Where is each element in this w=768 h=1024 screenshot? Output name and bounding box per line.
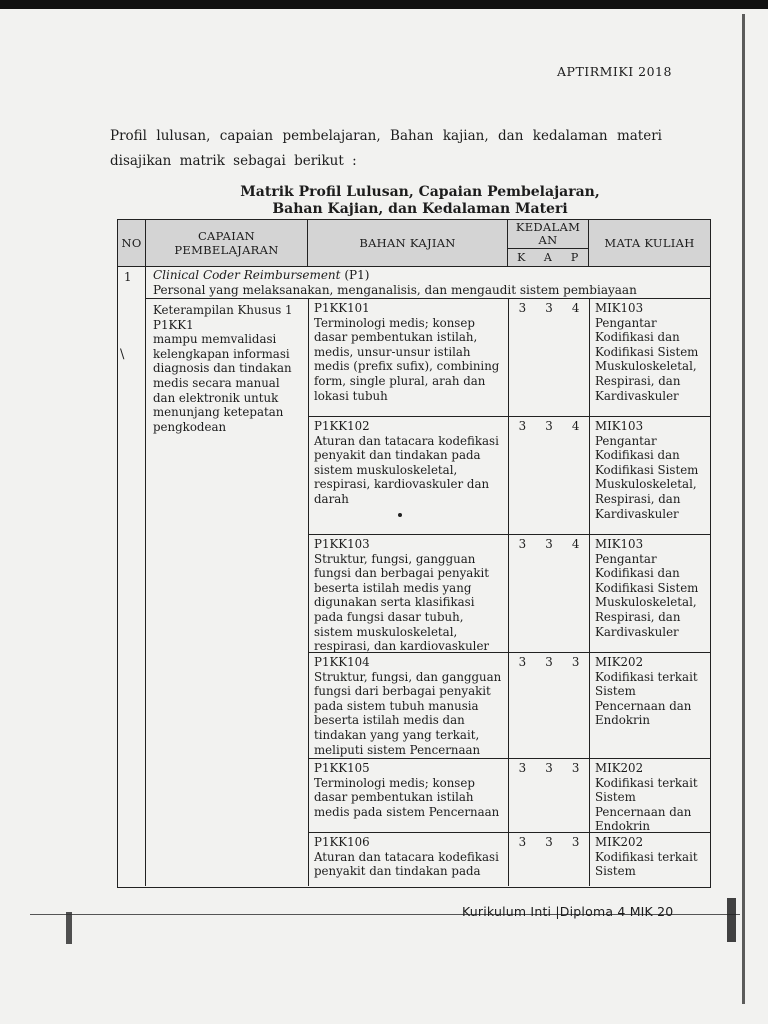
table-header xyxy=(117,219,711,267)
stray-mark xyxy=(398,513,402,517)
mata-kuliah-cell: MIK202 Kodifikasi terkait Sistem Pencernaan dan Endokrin xyxy=(595,761,698,834)
pen-mark: \ xyxy=(120,347,125,362)
profile-code: (P1) xyxy=(344,268,370,282)
bahan-code: P1KK103 xyxy=(314,537,370,551)
matrix-title xyxy=(160,184,680,218)
value-a: 3 xyxy=(545,835,553,849)
bahan-code: P1KK101 xyxy=(314,301,370,315)
scan-top-edge xyxy=(0,0,768,9)
value-a: 3 xyxy=(545,761,553,775)
profile-heading xyxy=(153,268,369,283)
bahan-code: P1KK102 xyxy=(314,419,370,433)
mata-kuliah-cell: MIK202 Kodifikasi terkait Sistem xyxy=(595,835,698,879)
bahan-cell xyxy=(309,417,509,534)
bahan-cell xyxy=(309,299,509,416)
value-a: 3 xyxy=(545,655,553,669)
value-p: 4 xyxy=(571,419,580,433)
value-p: 3 xyxy=(571,655,580,669)
kedalaman-cell xyxy=(509,417,590,534)
table-row xyxy=(308,534,710,652)
value-a: 3 xyxy=(545,537,553,551)
intro-paragraph: Profil lulusan, capaian pembelajaran, Bahan kajian, dan kedalaman materi disajikan matrik sebagai berikut : xyxy=(110,128,662,169)
bahan-text: Aturan dan tatacara kodefikasi penyakit dan tindakan pada sistem muskuloskeletal, respirasi, kardiovaskuler dan darah xyxy=(314,433,499,506)
value-k: 3 xyxy=(518,537,527,551)
header-kedalaman-line-1: KEDALAM xyxy=(515,220,581,234)
value-a: 3 xyxy=(545,301,553,315)
row-number: 1 xyxy=(124,270,132,284)
value-p: 4 xyxy=(571,301,580,315)
mata-kuliah-cell: MIK103 Pengantar Kodifikasi dan Kodifikasi Sistem Muskuloskeletal, Respirasi, dan Kardivaskuler xyxy=(595,301,699,403)
mata-kuliah-cell: MIK103 Pengantar Kodifikasi dan Kodifikasi Sistem Muskuloskeletal, Respirasi, dan Kardivaskuler xyxy=(595,419,699,521)
header-a: A xyxy=(543,251,553,264)
page-footer: Kurikulum Inti |Diploma 4 MIK 20 xyxy=(462,904,674,919)
table-row xyxy=(308,832,710,886)
mata-kuliah-cell: MIK103 Pengantar Kodifikasi dan Kodifikasi Sistem Muskuloskeletal, Respirasi, dan Kardivaskuler xyxy=(595,537,699,639)
header-capaian xyxy=(146,220,308,266)
profile-description: Personal yang melaksanakan, menganalisis, dan mengaudit sistem pembiayaan xyxy=(153,283,637,297)
matrix-title-line-2: Bahan Kajian, dan Kedalaman Materi xyxy=(272,201,568,217)
capaian-cell xyxy=(153,303,303,434)
scan-right-edge xyxy=(742,14,745,1004)
table-section xyxy=(117,266,711,888)
header-p: P xyxy=(570,251,579,264)
kedalaman-cell xyxy=(509,535,590,652)
value-k: 3 xyxy=(518,655,527,669)
header-kedalaman-label xyxy=(508,220,588,249)
matrix-title-line-1: Matrik Profil Lulusan, Capaian Pembelajaran, xyxy=(240,184,600,200)
bahan-code: P1KK105 xyxy=(314,761,370,775)
capaian-code: P1KK1 xyxy=(153,317,194,332)
header-mata-kuliah: MATA KULIAH xyxy=(604,235,695,250)
running-header: APTIRMIKI 2018 xyxy=(557,64,672,79)
bahan-code: P1KK104 xyxy=(314,655,370,669)
bahan-text: Struktur, fungsi, dan gangguan fungsi dari berbagai penyakit pada sistem tubuh manusia beserta istilah medis dan tindakan yang yang terkait, meliputi sistem Pencernaan xyxy=(314,669,502,757)
capaian-description: mampu memvalidasi kelengkapan informasi diagnosis dan tindakan medis secara manual dan elektronik untuk menunjang ketepatan pengkodean xyxy=(153,332,292,434)
header-no: NO xyxy=(118,220,146,266)
bahan-text: Terminologi medis; konsep dasar pembentukan istilah, medis, unsur-unsur istilah medis (prefix sufix), combining form, single plural, arah dan lokasi tubuh xyxy=(314,315,500,403)
bahan-cell xyxy=(309,535,509,652)
header-kap xyxy=(508,249,588,266)
value-p: 3 xyxy=(571,761,580,775)
bahan-code: P1KK106 xyxy=(314,835,370,849)
value-k: 3 xyxy=(518,419,527,433)
bahan-cell xyxy=(309,759,509,832)
kedalaman-cell xyxy=(509,299,590,416)
value-p: 3 xyxy=(571,835,580,849)
table-row xyxy=(308,758,710,832)
header-capaian-line-1: CAPAIAN xyxy=(197,229,256,243)
mata-kuliah-cell: MIK202 Kodifikasi terkait Sistem Pencernaan dan Endokrin xyxy=(595,655,698,728)
bahan-text: Aturan dan tatacara kodefikasi penyakit dan tindakan pada xyxy=(314,849,499,879)
header-bahan-kajian: BAHAN KAJIAN xyxy=(308,220,508,266)
value-a: 3 xyxy=(545,419,553,433)
table-row xyxy=(308,652,710,758)
bahan-cell xyxy=(309,833,509,886)
profile-name: Clinical Coder Reimbursement xyxy=(153,268,341,282)
header-kedalaman-line-2: AN xyxy=(538,233,558,247)
header-capaian-line-2: PEMBELAJARAN xyxy=(174,243,279,257)
bahan-cell xyxy=(309,653,509,758)
binding-mark-left xyxy=(66,912,72,944)
capaian-title: Keterampilan Khusus 1 xyxy=(153,303,293,317)
value-k: 3 xyxy=(518,301,527,315)
header-k: K xyxy=(517,251,526,264)
bahan-text: Struktur, fungsi, gangguan fungsi dan berbagai penyakit beserta istilah medis yang digunakan serta klasifikasi pada fungsi dasar tubuh, sistem muskuloskeletal, respirasi, dan kardiovaskuler xyxy=(314,551,490,654)
value-k: 3 xyxy=(518,761,527,775)
kedalaman-cell xyxy=(509,653,590,758)
table-row xyxy=(308,298,710,416)
kedalaman-cell xyxy=(509,759,590,832)
kedalaman-cell xyxy=(509,833,590,886)
bahan-text: Terminologi medis; konsep dasar pembentukan istilah medis pada sistem Pencernaan xyxy=(314,775,500,819)
binding-mark-right xyxy=(727,898,736,942)
table-row xyxy=(308,416,710,534)
header-kedalaman xyxy=(508,220,589,266)
value-p: 4 xyxy=(571,537,580,551)
value-k: 3 xyxy=(518,835,527,849)
